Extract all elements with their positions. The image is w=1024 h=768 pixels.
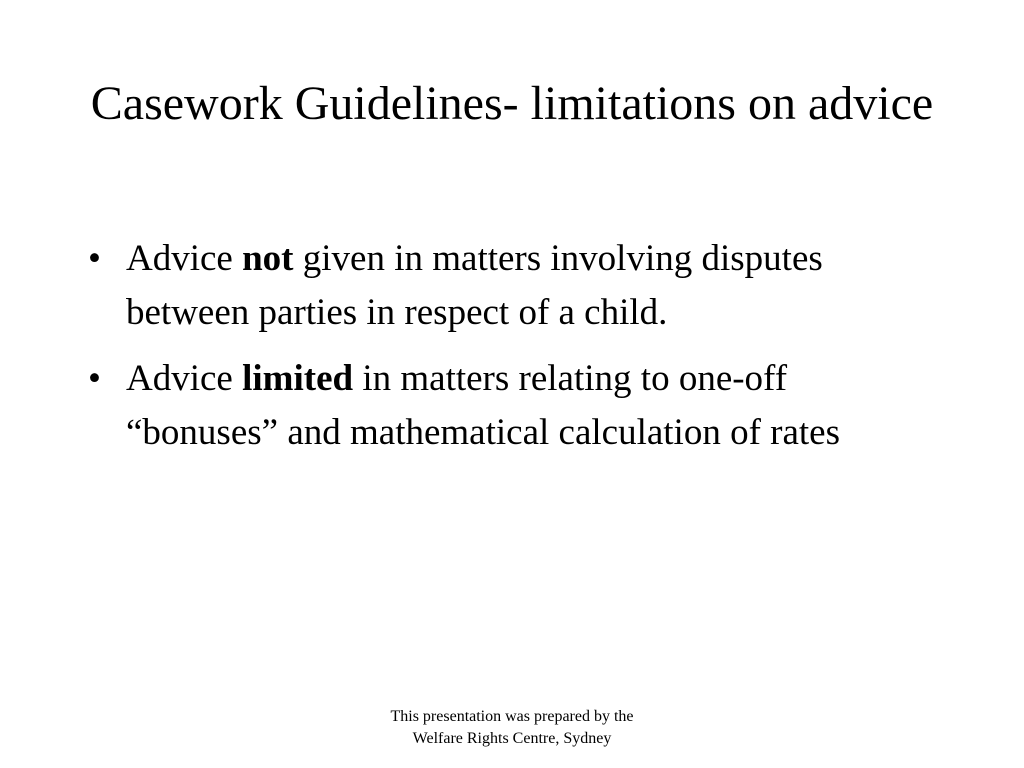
bullet-marker: •: [88, 238, 101, 279]
bullet-emphasis: not: [242, 238, 294, 279]
slide-footer: [312, 706, 712, 750]
bullet-item-bonuses: [88, 352, 938, 460]
bullet-emphasis: limited: [242, 358, 354, 399]
bullet-text-lead: Advice: [126, 358, 243, 399]
bullet-item-child-disputes: [88, 232, 938, 340]
bullet-text-rest: in matters relating to one-off “bonuses” and mathematical calculation of rates: [126, 358, 841, 453]
bullet-text-lead: Advice: [126, 238, 243, 279]
slide-title: Casework Guidelines- limitations on advice: [90, 77, 934, 130]
bullet-list: [88, 232, 938, 472]
footer-line-2: Welfare Rights Centre, Sydney: [412, 730, 612, 747]
bullet-text-rest: given in matters involving disputes between parties in respect of a child.: [126, 238, 823, 333]
footer-line-1: This presentation was prepared by the: [390, 708, 634, 725]
bullet-marker: •: [88, 358, 101, 399]
